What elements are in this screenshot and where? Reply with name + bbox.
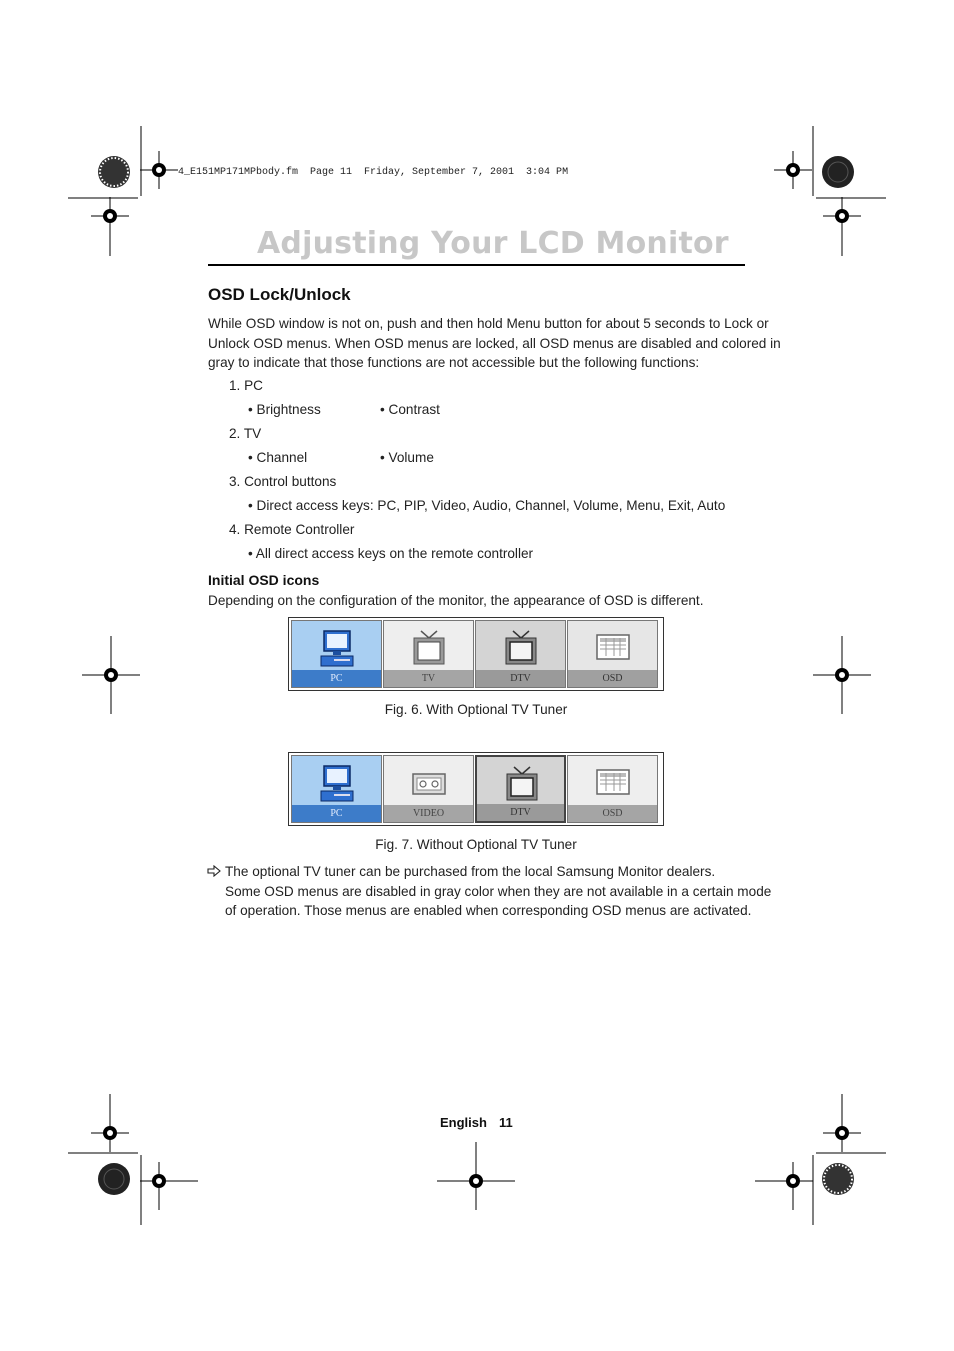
- intro-line: While OSD window is not on, push and then hold Menu button for about 5 seconds to Lock or: [208, 316, 769, 331]
- osd-panel-fig7: [288, 752, 664, 826]
- note-line: of operation. Those menus are enabled when corresponding OSD menus are activated.: [225, 903, 752, 918]
- list-item-label: 4. Remote Controller: [229, 522, 355, 537]
- osd-menu-icon: [594, 764, 632, 804]
- print-header: 4_E151MP171MPbody.fm Page 11 Friday, September 7, 2001 3:04 PM: [178, 167, 569, 178]
- tv-icon: [503, 765, 541, 805]
- osd-panel-fig6: [288, 617, 664, 691]
- osd-tile-pc: [291, 755, 382, 823]
- osd-tile-label: OSD: [568, 670, 657, 687]
- osd-tile-pc: [291, 620, 382, 688]
- figure-caption: Fig. 7. Without Optional TV Tuner: [375, 837, 577, 852]
- vcr-icon: [410, 764, 448, 804]
- page-title: Adjusting Your LCD Monitor: [257, 226, 729, 261]
- osd-tile-label: DTV: [477, 804, 564, 821]
- osd-menu-icon: [594, 629, 632, 669]
- subsection-heading: Initial OSD icons: [208, 572, 320, 588]
- tv-icon: [502, 629, 540, 669]
- note-line: The optional TV tuner can be purchased from the local Samsung Monitor dealers.: [225, 864, 716, 879]
- tv-icon: [410, 629, 448, 669]
- osd-tile-osd: [567, 755, 658, 823]
- list-item-label: 1. PC: [229, 378, 263, 393]
- list-item-label: 2. TV: [229, 426, 262, 441]
- list-bullet: • Volume: [380, 450, 434, 465]
- osd-tile-label: OSD: [568, 805, 657, 822]
- osd-tile-label: PC: [292, 670, 381, 687]
- osd-tile-tv: [383, 620, 474, 688]
- note-line: Some OSD menus are disabled in gray color when they are not available in a certain mode: [225, 883, 772, 899]
- list-bullet: • Direct access keys: PC, PIP, Video, Audio, Channel, Volume, Menu, Exit, Auto: [248, 498, 726, 513]
- page-number: 11: [499, 1115, 513, 1130]
- osd-tile-dtv: [475, 620, 566, 688]
- osd-tile-video: [383, 755, 474, 823]
- section-heading: OSD Lock/Unlock: [208, 285, 351, 304]
- figure-caption: Fig. 6. With Optional TV Tuner: [384, 702, 568, 717]
- list-bullet: • Contrast: [380, 402, 440, 417]
- osd-tile-label: VIDEO: [384, 805, 473, 822]
- title-rule: [208, 264, 745, 266]
- osd-tile-label: TV: [384, 670, 473, 687]
- note-text: [225, 862, 771, 921]
- list-bullet: • All direct access keys on the remote controller: [248, 546, 534, 561]
- arrow-note-icon: [207, 865, 221, 877]
- list-bullet: • Channel: [248, 450, 308, 465]
- osd-tile-osd: [567, 620, 658, 688]
- intro-line: gray to indicate that those functions are not accessible but the following functions:: [208, 355, 700, 370]
- osd-tile-dtv: [475, 755, 566, 823]
- list-bullet: • Brightness: [248, 402, 321, 417]
- pc-monitor-icon: [318, 764, 356, 804]
- subsection-text: Depending on the configuration of the monitor, the appearance of OSD is different.: [208, 593, 704, 608]
- pc-monitor-icon: [318, 629, 356, 669]
- list-item-label: 3. Control buttons: [229, 474, 337, 489]
- osd-tile-label: PC: [292, 805, 381, 822]
- footer-language: English: [440, 1115, 487, 1130]
- osd-tile-label: DTV: [476, 670, 565, 687]
- intro-paragraph: [208, 314, 781, 373]
- intro-line: Unlock OSD menus. When OSD menus are locked, all OSD menus are disabled and colored in: [208, 335, 781, 351]
